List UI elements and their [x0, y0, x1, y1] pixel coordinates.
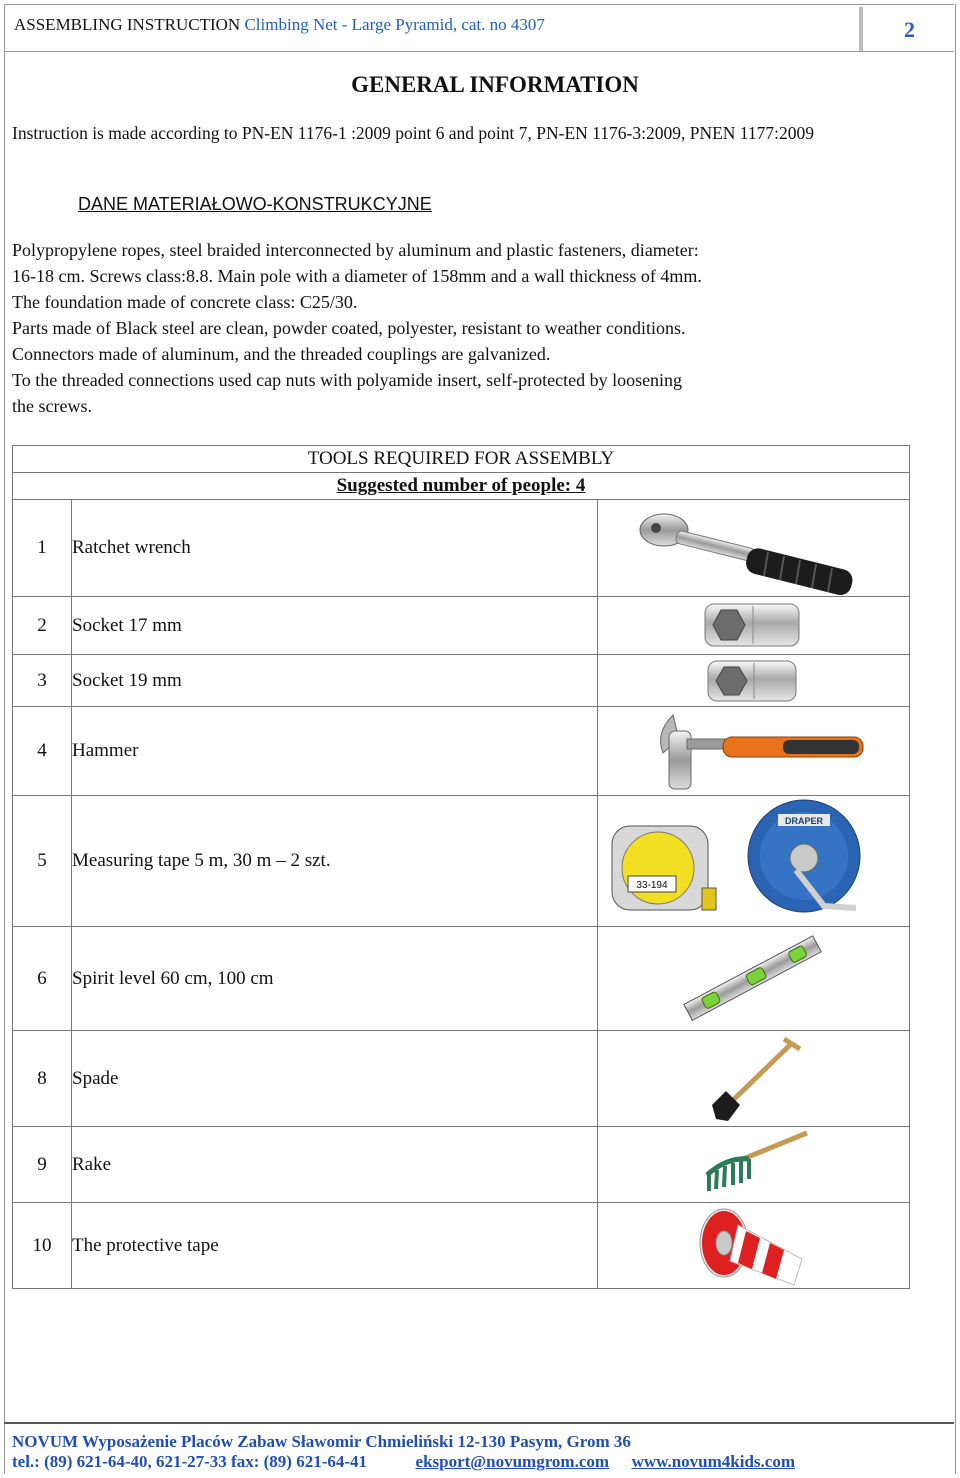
table-row	[13, 655, 910, 707]
protective-tape-icon	[698, 1205, 810, 1287]
ratchet-wrench-icon	[638, 508, 868, 596]
description-line: the screws.	[12, 396, 92, 416]
item-name: Ratchet wrench	[72, 500, 598, 597]
item-image-cell	[598, 655, 910, 707]
item-number: 8	[13, 1031, 72, 1127]
item-name: Spade	[72, 1031, 598, 1127]
description-line: Parts made of Black steel are clean, powder coated, polyester, resistant to weather conditions.	[12, 318, 686, 338]
item-name: Spirit level 60 cm, 100 cm	[72, 927, 598, 1031]
email-link[interactable]: eksport@novumgrom.com	[415, 1452, 610, 1471]
description-line: 16-18 cm. Screws class:8.8. Main pole with a diameter of 158mm and a wall thickness of 4mm.	[12, 266, 702, 286]
item-image-cell	[598, 927, 910, 1031]
measuring-tape-icon	[608, 818, 720, 918]
website-link[interactable]: www.novum4kids.com	[631, 1452, 795, 1471]
footer-phone: tel.: (89) 621-64-40, 621-27-33 fax: (89) 621-64-41	[12, 1452, 368, 1471]
tools-title: TOOLS REQUIRED FOR ASSEMBLY	[13, 446, 910, 473]
footer-company: NOVUM Wyposażenie Placów Zabaw Sławomir Chmieliński 12-130 Pasym, Grom 36	[12, 1432, 631, 1451]
item-image-cell	[598, 1127, 910, 1203]
item-image-cell	[598, 707, 910, 796]
item-number: 9	[13, 1127, 72, 1203]
item-number: 6	[13, 927, 72, 1031]
spade-icon	[706, 1035, 802, 1123]
tools-header-row	[13, 446, 910, 473]
item-number: 10	[13, 1203, 72, 1289]
item-image-cell	[598, 1031, 910, 1127]
item-name: Hammer	[72, 707, 598, 796]
item-number: 2	[13, 597, 72, 655]
table-row	[13, 1031, 910, 1127]
description-line: Polypropylene ropes, steel braided interconnected by aluminum and plastic fasteners, diameter:	[12, 240, 699, 260]
tools-people-row	[13, 473, 910, 500]
brand-label: DRAPER	[784, 816, 824, 826]
tape-label: 33-194	[636, 880, 668, 891]
measuring-tape-icon	[746, 796, 868, 924]
item-image-cell	[598, 597, 910, 655]
description-line: Connectors made of aluminum, and the threaded couplings are galvanized.	[12, 344, 551, 364]
page-number: 2	[904, 17, 915, 42]
header-divider	[859, 7, 863, 51]
description-line: The foundation made of concrete class: C25/30.	[12, 292, 358, 312]
document-type: ASSEMBLING INSTRUCTION	[14, 15, 241, 34]
table-row	[13, 500, 910, 597]
item-name: Rake	[72, 1127, 598, 1203]
table-row	[13, 597, 910, 655]
item-name: The protective tape	[72, 1203, 598, 1289]
item-name: Measuring tape 5 m, 30 m – 2 szt.	[72, 796, 598, 927]
standards-line: Instruction is made according to PN-EN 1176-1 :2009 point 6 and point 7, PN-EN 1176-3:2009, PNEN 1177:2009	[12, 123, 815, 143]
table-row	[13, 796, 910, 927]
section-subheading: DANE MATERIAŁOWO-KONSTRUKCYJNE	[78, 194, 432, 214]
socket-icon	[706, 658, 800, 704]
item-image-cell	[598, 1203, 910, 1289]
table-row	[13, 927, 910, 1031]
item-name: Socket 17 mm	[72, 597, 598, 655]
people-count: Suggested number of people: 4	[13, 473, 910, 500]
table-row	[13, 707, 910, 796]
item-number: 3	[13, 655, 72, 707]
page-header	[4, 4, 954, 52]
description-line: To the threaded connections used cap nuts with polyamide insert, self-protected by loosening	[12, 370, 683, 390]
socket-icon	[703, 600, 803, 650]
hammer-icon	[643, 709, 868, 795]
table-row	[13, 1203, 910, 1289]
item-image-cell	[598, 500, 910, 597]
item-image-cell	[598, 796, 910, 927]
table-row	[13, 1127, 910, 1203]
item-number: 1	[13, 500, 72, 597]
spirit-level-icon	[678, 933, 828, 1025]
item-number: 4	[13, 707, 72, 796]
footer-divider	[4, 1422, 954, 1424]
item-name: Socket 19 mm	[72, 655, 598, 707]
item-number: 5	[13, 796, 72, 927]
tools-table	[12, 445, 910, 1289]
rake-icon	[703, 1129, 811, 1201]
footer-contact	[12, 1452, 795, 1472]
page-title: GENERAL INFORMATION	[351, 72, 639, 97]
product-name: Climbing Net - Large Pyramid, cat. no 4307	[244, 15, 545, 34]
header-title	[14, 15, 545, 35]
